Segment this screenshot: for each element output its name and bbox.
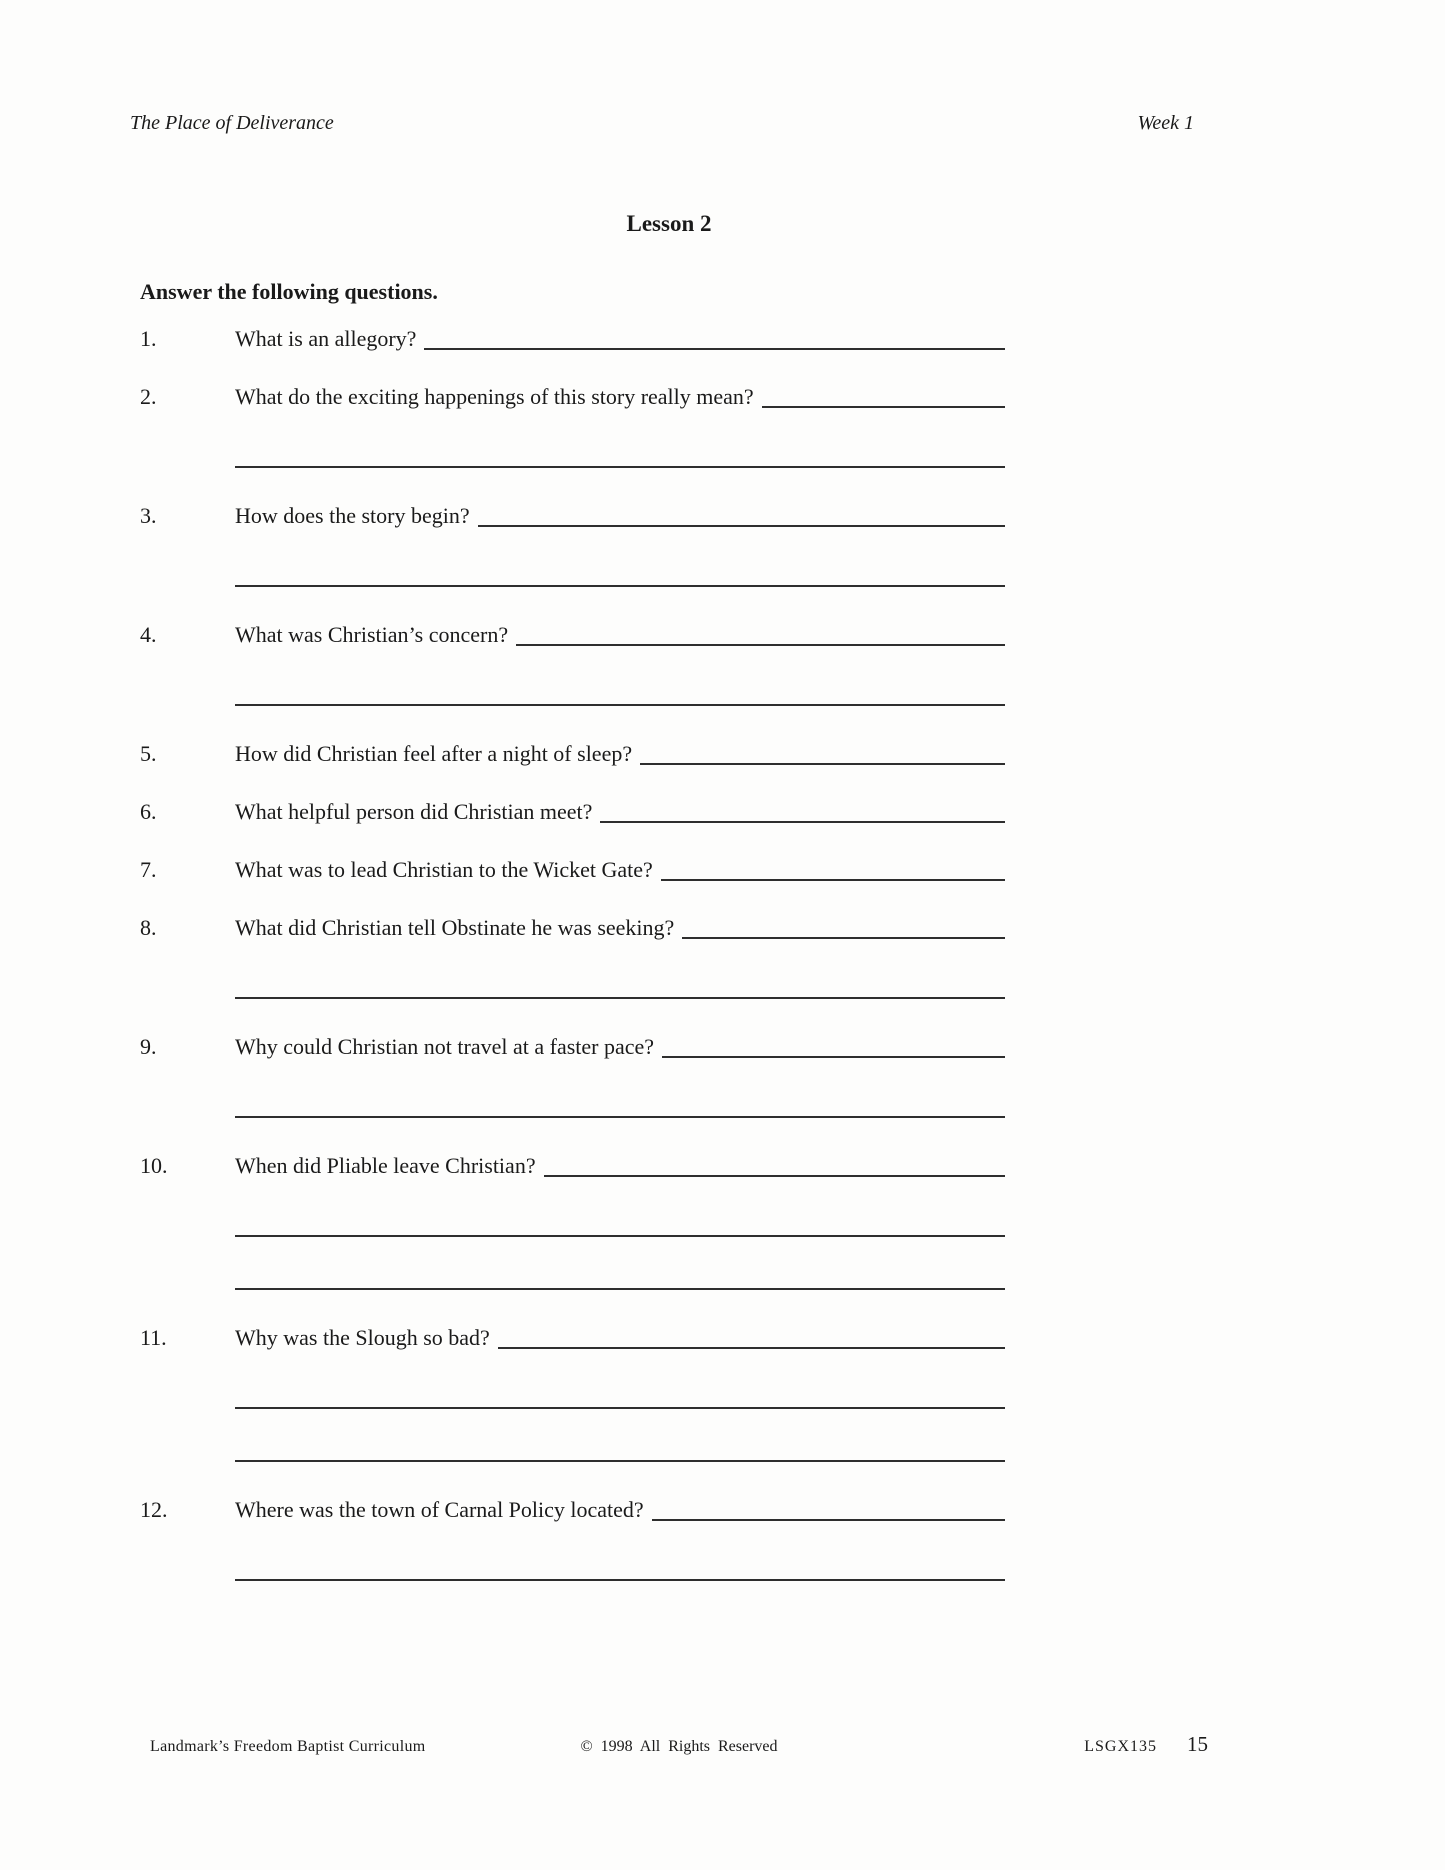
question-row [130,1031,1005,1063]
answer-blank-line [235,585,1005,587]
question-number: 6. [140,799,157,824]
question-row [130,1322,1005,1354]
answer-blank-line [235,704,1005,706]
question-number: 10. [140,1153,168,1178]
question-number: 8. [140,915,157,940]
question-row [130,1494,1005,1526]
answer-blank-line [235,1579,1005,1581]
answer-blank-line [762,406,1005,408]
answer-blank-line [235,1288,1005,1290]
answer-blank-line [478,525,1005,527]
lesson-title: Lesson 2 [626,211,712,236]
question-text: What is an allegory? [235,326,417,351]
question-number: 9. [140,1034,157,1059]
question-text: How does the story begin? [235,503,470,528]
curriculum-code: LSGX135 [1084,1738,1158,1755]
worksheet-page [130,0,1208,1759]
question-number: 7. [140,857,157,882]
question-row [130,323,1005,355]
answer-blank-line [544,1175,1005,1177]
publisher-text: Landmark’s Freedom Baptist Curriculum [150,1738,426,1755]
question-text: Why was the Slough so bad? [235,1325,490,1350]
answer-blank-line [235,1235,1005,1237]
answer-blank-line [661,879,1005,881]
footer-right-group [778,1732,1208,1759]
question-row [130,500,1005,532]
question-text: When did Pliable leave Christian? [235,1153,536,1178]
question-row [130,912,1005,944]
question-text: What helpful person did Christian meet? [235,799,593,824]
question-number: 5. [140,741,157,766]
question-text: What did Christian tell Obstinate he was seeking? [235,915,675,940]
copyright-text: © 1998 All Rights Reserved [580,1738,778,1755]
question-text: Why could Christian not travel at a faster pace? [235,1034,655,1059]
question-row [130,1150,1005,1182]
instruction-text: Answer the following questions. [140,279,438,304]
book-title: The Place of Deliverance [130,112,334,134]
question-row [130,738,1005,770]
question-text: What do the exciting happenings of this story really mean? [235,384,754,409]
question-text: Where was the town of Carnal Policy located? [235,1497,644,1522]
answer-blank-line [235,1407,1005,1409]
answer-blank-line [235,997,1005,999]
answer-blank-line [600,821,1005,823]
answer-blank-line [498,1347,1005,1349]
answer-blank-line [640,763,1005,765]
question-list [130,323,1005,1581]
question-number: 2. [140,384,157,409]
question-row [130,619,1005,651]
answer-blank-line [682,937,1005,939]
answer-blank-line [662,1056,1005,1058]
question-number: 11. [140,1325,167,1350]
page-footer [130,1732,1208,1759]
page-header [130,107,1208,139]
answer-blank-line [516,644,1005,646]
week-label: Week 1 [1137,112,1194,134]
question-text: What was Christian’s concern? [235,622,509,647]
answer-blank-line [424,348,1005,350]
question-row [130,381,1005,413]
question-row [130,796,1005,828]
answer-blank-line [235,1116,1005,1118]
question-number: 3. [140,503,157,528]
question-row [130,854,1005,886]
question-text: How did Christian feel after a night of sleep? [235,741,633,766]
question-number: 12. [140,1497,168,1522]
answer-blank-line [652,1519,1005,1521]
question-number: 4. [140,622,157,647]
answer-blank-line [235,466,1005,468]
question-number: 1. [140,326,157,351]
page-number: 15 [1187,1732,1209,1756]
question-text: What was to lead Christian to the Wicket Gate? [235,857,653,882]
answer-blank-line [235,1460,1005,1462]
